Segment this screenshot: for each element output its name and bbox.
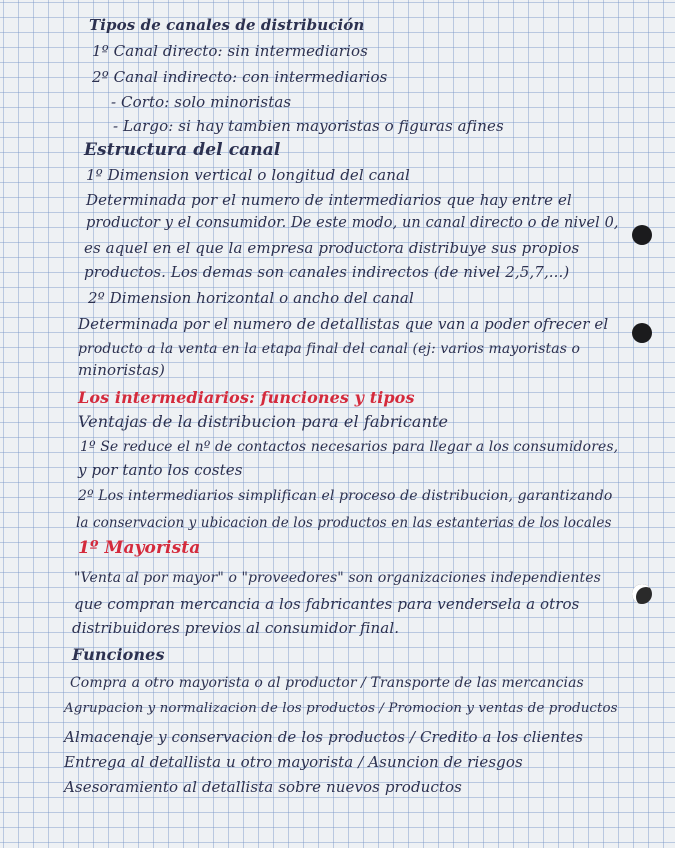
section-title: Estructura del canal bbox=[84, 140, 281, 160]
note-line: y por tanto los costes bbox=[78, 461, 243, 479]
note-line: 2º Los intermediarios simplifican el proceso de distribucion, garantizando bbox=[78, 488, 613, 504]
note-line: que compran mercancia a los fabricantes para vendersela a otros bbox=[74, 595, 580, 613]
section-title: Los intermediarios: funciones y tipos bbox=[78, 388, 415, 407]
binder-hole-icon bbox=[632, 323, 652, 343]
section-title: Funciones bbox=[72, 645, 165, 664]
note-line: productos. Los demas son canales indirectos (de nivel 2,5,7,...) bbox=[84, 263, 570, 281]
note-line: distribuidores previos al consumidor final. bbox=[72, 619, 400, 637]
note-line: Determinada por el numero de detallistas que van a poder ofrecer el bbox=[78, 315, 609, 333]
note-line: "Venta al por mayor" o "proveedores" son organizaciones independientes bbox=[74, 570, 601, 586]
note-line: Asesoramiento al detallista sobre nuevos productos bbox=[64, 778, 462, 796]
note-line: 2º Canal indirecto: con intermediarios bbox=[92, 68, 388, 86]
note-line: Compra a otro mayorista o al productor / Transporte de las mercancias bbox=[70, 675, 584, 691]
note-line: productor y el consumidor. De este modo, un canal directo o de nivel 0, bbox=[86, 215, 619, 231]
note-line: Agrupacion y normalizacion de los productos / Promocion y ventas de productos bbox=[64, 701, 618, 716]
note-line: 1º Se reduce el nº de contactos necesarios para llegar a los consumidores, bbox=[80, 439, 619, 455]
section-title: Tipos de canales de distribución bbox=[89, 16, 365, 34]
note-line: Ventajas de la distribucion para el fabricante bbox=[78, 412, 449, 431]
note-line: 1º Dimension vertical o longitud del canal bbox=[86, 166, 410, 184]
binder-hole-icon bbox=[632, 225, 652, 245]
note-line: minoristas) bbox=[78, 361, 165, 379]
note-line: 2º Dimension horizontal o ancho del canal bbox=[88, 289, 414, 307]
section-title: 1º Mayorista bbox=[78, 538, 201, 558]
note-line: - Corto: solo minoristas bbox=[111, 93, 292, 111]
note-line: Entrega al detallista u otro mayorista / Asuncion de riesgos bbox=[64, 753, 523, 771]
note-line: producto a la venta en la etapa final del canal (ej: varios mayoristas o bbox=[78, 341, 581, 357]
note-line: 1º Canal directo: sin intermediarios bbox=[92, 42, 368, 60]
note-line: es aquel en el que la empresa productora distribuye sus propios bbox=[84, 239, 580, 257]
note-line: Almacenaje y conservacion de los productos / Credito a los clientes bbox=[64, 728, 584, 746]
note-line: la conservacion y ubicacion de los productos en las estanterias de los locales bbox=[76, 515, 612, 531]
note-line: Determinada por el numero de intermediarios que hay entre el bbox=[86, 191, 572, 209]
note-line: - Largo: si hay tambien mayoristas o figuras afines bbox=[113, 117, 504, 135]
binder-hole-icon bbox=[632, 584, 652, 604]
